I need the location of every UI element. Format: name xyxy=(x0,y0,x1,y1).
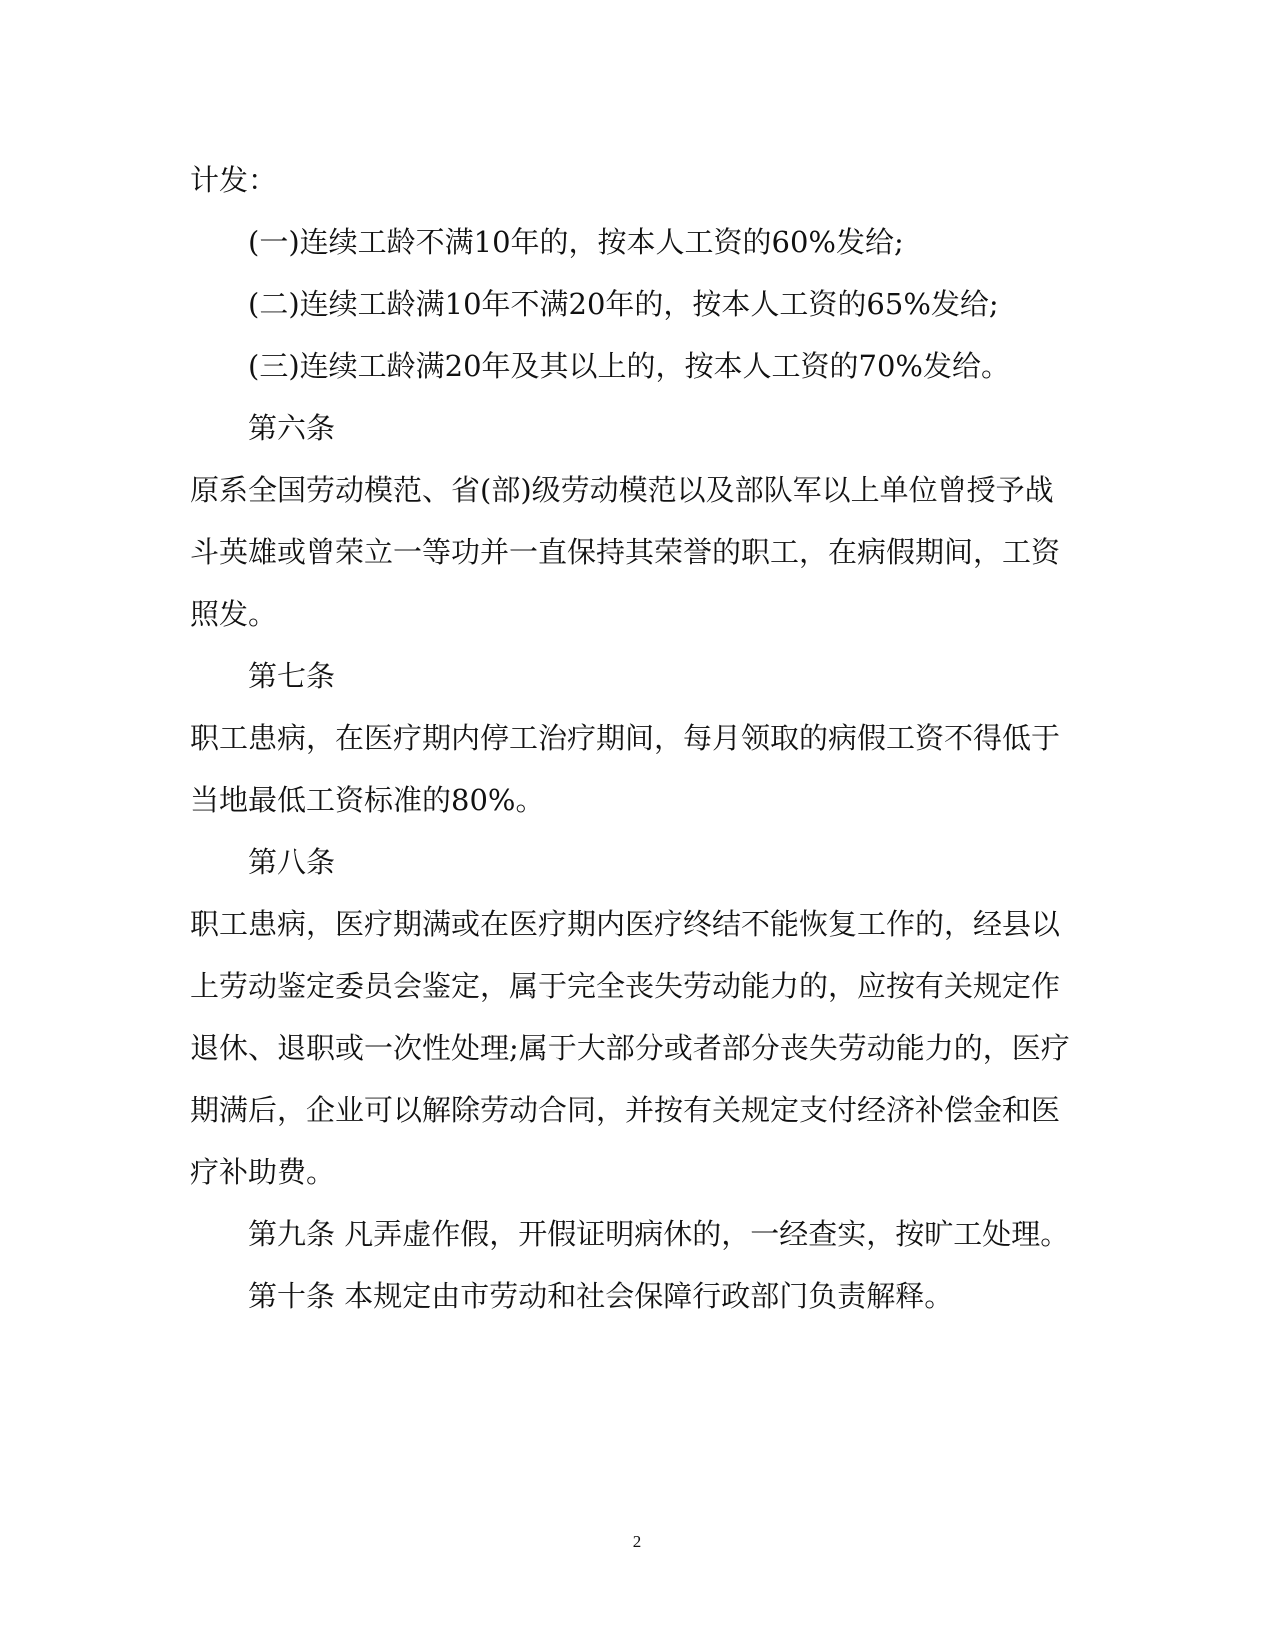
text-line: 职工患病，医疗期满或在医疗期内医疗终结不能恢复工作的，经县以 xyxy=(190,907,1061,941)
page-number: 2 xyxy=(632,1532,642,1551)
text-line: 原系全国劳动模范、省(部)级劳动模范以及部队军以上单位曾授予战 xyxy=(190,473,1054,507)
article-7-heading: 第七条 xyxy=(248,659,336,693)
text-line: 职工患病，在医疗期内停工治疗期间，每月领取的病假工资不得低于 xyxy=(190,721,1061,755)
text-line: 上劳动鉴定委员会鉴定，属于完全丧失劳动能力的，应按有关规定作 xyxy=(190,969,1061,1003)
article-10: 第十条 本规定由市劳动和社会保障行政部门负责解释。 xyxy=(248,1279,954,1313)
text-line: 斗英雄或曾荣立一等功并一直保持其荣誉的职工，在病假期间，工资 xyxy=(190,535,1061,569)
text-line: 计发： xyxy=(190,163,278,197)
text-line: 疗补助费。 xyxy=(190,1155,336,1189)
list-item-2: (二)连续工龄满10年不满20年的，按本人工资的65%发给; xyxy=(248,287,999,321)
article-9: 第九条 凡弄虚作假，开假证明病休的，一经查实，按旷工处理。 xyxy=(248,1217,1070,1251)
list-item-1: (一)连续工龄不满10年的，按本人工资的60%发给; xyxy=(248,225,904,259)
text-line: 退休、退职或一次性处理;属于大部分或者部分丧失劳动能力的，医疗 xyxy=(190,1031,1070,1065)
article-6-heading: 第六条 xyxy=(248,411,336,445)
article-8-heading: 第八条 xyxy=(248,845,336,879)
list-item-3: (三)连续工龄满20年及其以上的，按本人工资的70%发给。 xyxy=(248,349,1010,383)
text-line: 照发。 xyxy=(190,597,278,631)
text-line: 期满后，企业可以解除劳动合同，并按有关规定支付经济补偿金和医 xyxy=(190,1093,1061,1127)
text-line: 当地最低工资标准的80%。 xyxy=(190,783,545,817)
